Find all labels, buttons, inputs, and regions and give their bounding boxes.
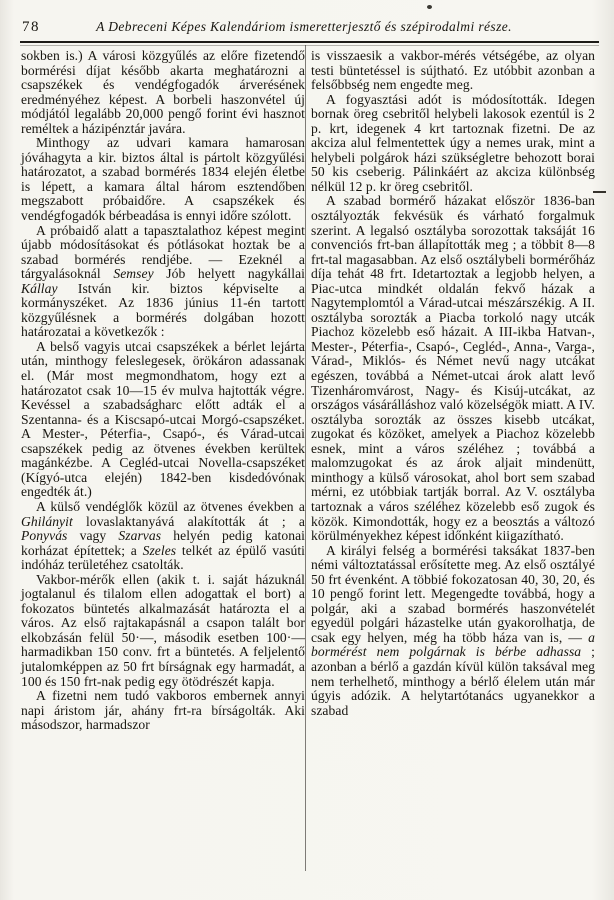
paragraph: Minthogy az udvari kamara hamarosan jóváhagyta a kir. biztos által is pártolt közgyűlési határozatot, a szabad bormérés 1834 elején életbe is lépett, a kamara által három esztendőben megszabott próbaidőre. A csapszékek és vendégfogadók bérbeadása is ennyi időre szólott. — [21, 135, 305, 224]
paragraph: is visszaesik a vakbor-mérés vétségébe, az olyan testi büntetéssel is sújtható. Ez utóbbit azonban a felsőbbség nem engedte meg. — [311, 48, 595, 93]
paragraph: A külső vendéglők közül az ötvenes években a Ghilányit lovaslaktanyává alakították át ; a Ponyvás vagy Szarvas helyén pedig katonai korházat építettek; a Szeles telkét az épülő vasúti indóház területéhez csatolták. — [21, 498, 305, 573]
paragraph: A belső vagyis utcai csapszékek a bérlet lejárta után, minthogy feleslegesek, örökáron adassanak el. (Már most megmondhatom, hogy ezt a határozatot csak 10—15 év mulva hajtották végre. Kevéssel a szabadságharc előtt adták el a Szentanna- és a Kiscsapó-utcai Morgó-csapszéket. A Mester-, Péterfia-, Csapó-, és Várad-utcai csapszékek pedig az ötvenes években kerültek magánkézbe. A Cegléd-utcai Novella-csapszéket (Kígyó-utca elején) 1842-ben kisdedóvónak engedték át.) — [21, 338, 305, 500]
paragraph: A szabad bormérő házakat először 1836-ban osztályozták fekvésük és várható forgalmuk szerint. A legalsó osztályba sorozottak taksáját 16 convenciós frt-ban állapították meg ; a többit 8—8 frt-tal magasabban. Az első osztálybeli bormérőház díja tehát 48 frt. Idetartoztak a legjobb helyen, a Piac-utca mindkét oldalán fekvő házak a Nagytemplomtól a Várad-utcai mészárszékig. A II. osztályba sorozták a Piacba torkoló nagy utcák Piachoz közelebb eső házait. A III-ikba Hatvan-, Mester-, Péterfia-, Csapó-, Cegléd-, Anna-, Varga-, Várad-, Miklós- és Német nevű nagy utcákat egészen, továbbá a Német-utcai árok alatt levő Tizenháromvárost, Nagy- és Kisúj-utcákat, az országos vásárálláshoz való közelségök miatt. A IV. osztályba sorozták az összes kisebb utcákat, zugokat és közöket, amelyek a Piachoz közelebb esnek, mint a város széléhez ; továbbá a malomzugokat és az árok aljait mindenütt, minthogy a külső városokat, ahol bort sem szabad mérni, ez utóbbiak tartják borral. Az V. osztályba tartoznak a város széléhez közelebb eső zugok és közök. Kimondották, hogy ez a beosztás a változó körülményekhez képest időnként kiigazítható. — [311, 193, 595, 544]
paragraph: Vakbor-mérők ellen (akik t. i. saját házuknál jogtalanul és tilalom ellen adogattak el bort) a fokozatos büntetés alkalmazását határozta el a város. Az első rajtakapásnál a csapon talált bor elkobzásán felül 50·—, második esetben 100·— harmadikban 150 conv. frt a büntetés. A feljelentő jutalomképpen az 50 frt bírságnak egy harmadát, a 100 és 150 frt-nak pedig egy ötödrészét kapja. — [21, 571, 305, 689]
column-divider — [305, 45, 306, 871]
page-number: 78 — [22, 19, 40, 35]
header-title: A Debreceni Képes Kalendáriom ismeretterjesztő és szépirodalmi része. — [96, 19, 512, 34]
text-column-left — [21, 49, 305, 733]
paragraph: A fizetni nem tudó vakboros embernek annyi napi áristom jár, ahány frt-ra bírságolták. Aki másodszor, harmadszor — [21, 688, 305, 733]
paragraph: A fogyasztási adót is módosították. Idegen bornak öreg csebritől helybeli lakosok ezentúl is 2 p. krt, idegenek 4 krt tartoznak fizetni. De az akciza alul felmentettek úgy a nemes urak, mint a helybeli polgárok házi szükségletre behozott borai 50 kis cseberig. Pálinkáért az akciza különbség nélkül 12 p. kr öreg csebritől. — [311, 91, 595, 194]
text-column-right — [311, 49, 595, 718]
page-header — [22, 19, 596, 36]
paragraph: A királyi felség a bormérési taksákat 1837-ben némi változtatással erősítette meg. Az első osztályé 50 frt évenként. A többié fokozatosan 40, 30, 20, és 10 pengő forint lett. Megengedte továbbá, hogy a polgár, aki a szabad bormérés haszonvételét egyedül polgári házastelke után gyakorolhatja, de csak egy helyen, még ha több háza van is, — a bormérést nem polgárnak is bérbe adhassa ; azonban a bérlő a gazdán kívül külön taksával meg nem terhelhető, minthogy a bérlő élelem után már úgyis adózik. A helytartótanács ugyanekkor a szabad — [311, 542, 595, 718]
paragraph: sokben is.) A városi közgyűlés az előre fizetendő bormérési díjat később akarta meghatározni a csapszékek és vendégfogadók árverésének eredményéhez képest. A borbeli haszonvétel új módjától legalább 20,000 pengő forint évi hasznot reméltek a házipénztár javára. — [21, 48, 305, 136]
scan-artifact-dash — [593, 191, 606, 193]
scan-artifact-dot — [427, 5, 432, 9]
paragraph: A próbaidő alatt a tapasztalathoz képest megint újabb módosításokat és pótlásokat hoztak be a szabad bormérés rendjébe. — Ezeknél a tárgyalásoknál Semsey Jób helyett nagykállai Kállay István kir. biztos képviselte a kormányszéket. Az 1836 június 11-én tartott közgyűlésnek a bormérés dolgában hozott határozatai a következők : — [21, 222, 305, 340]
header-rule — [20, 41, 599, 43]
